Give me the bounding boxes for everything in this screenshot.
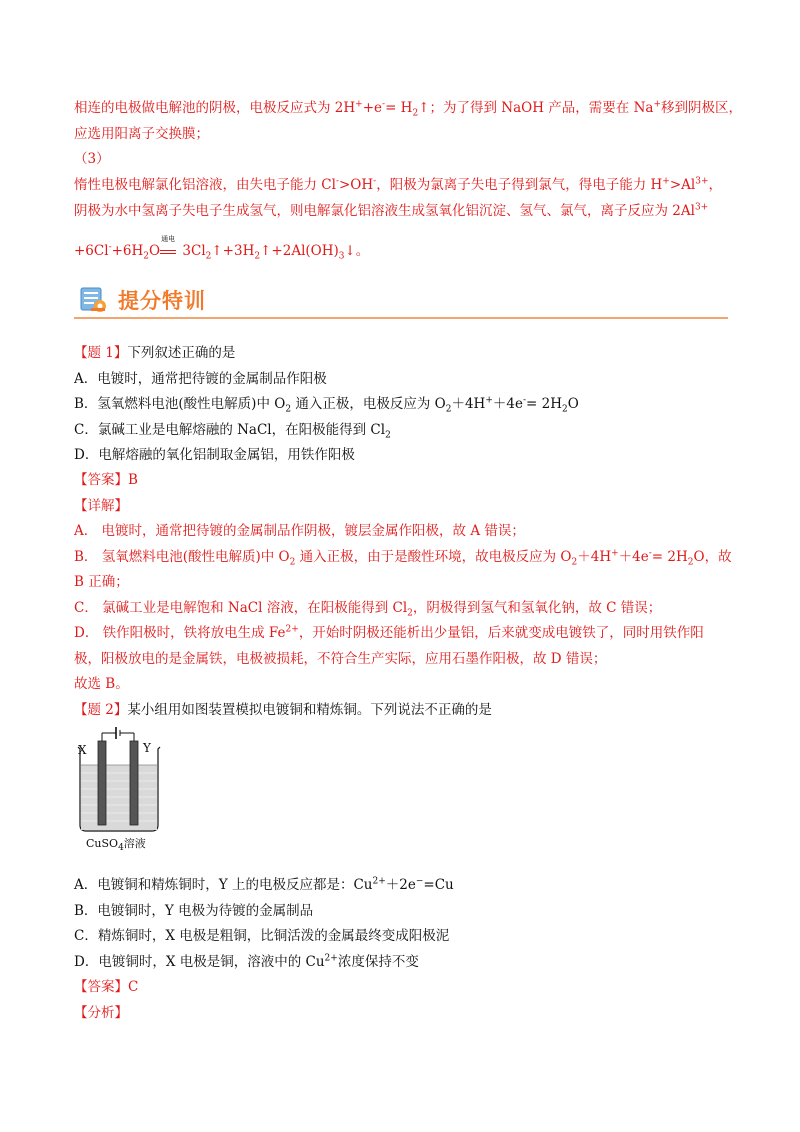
section-title: 提分特训 (118, 289, 206, 313)
electrolysis-cell-figure (74, 725, 164, 855)
q1-detail-tag: 【详解】 (74, 498, 128, 514)
q1-detail-b-cont: B 正确； (74, 574, 129, 590)
q2-option-d: D．电镀铜时，X 电极是铜，溶液中的 $Cu^{2+}$浓度保持不变 (74, 953, 419, 970)
q1-detail-d: D． 铁作阳极时，铁将放电生成 $Fe^{2+}$，开始时阴极还能析出少量铝，后来就变成电镀铁了，同时用铁作阳 (74, 624, 704, 641)
q1-detail-d-cont: 极，阳极放电的是金属铁，电极被损耗，不符合生产实际，应用石墨作阳极，故 D 错误； (74, 651, 607, 667)
top-answer-line-6: $+6Cl^-+6H_2O$ 通电 $3Cl_2↑+3H_2↑+2Al(OH)_3↓$。 (74, 235, 370, 262)
top-answer-line-3: （3） (74, 151, 110, 167)
reaction-condition: 通电 (160, 241, 178, 261)
q2-option-a: A．电镀铜和精炼铜时，Y 上的电极反应都是：$Cu^{2+}+2e^-=Cu$ (74, 876, 454, 893)
q1-option-d: D．电解熔融的氧化铝制取金属铝，用铁作阳极 (74, 447, 355, 463)
section-divider (74, 317, 728, 319)
q1-detail-b: B． 氢氧燃料电池(酸性电解质)中 $O_2$ 通入正极，由于是酸性环境，故电极反应为 $O_2+4H^++4e^-= 2H_2O$，故 (74, 548, 732, 568)
top-answer-line-5: 阴极为水中氢离子失电子生成氢气，则电解氯化铝溶液生成氢氧化铝沉淀、氢气、氯气，离子反应为 $2Al^{3+}$ (74, 202, 709, 219)
notebook-icon (78, 284, 108, 314)
q2-answer: 【答案】C (74, 979, 139, 995)
electrode-y-label: Y (143, 741, 151, 755)
q1-option-c: C．氯碱工业是电解熔融的 NaCl，在阳极能得到 $Cl_2$ (74, 422, 391, 441)
q2-option-c: C．精炼铜时，X 电极是粗铜，比铜活泼的金属最终变成阳极泥 (74, 928, 450, 944)
figure-caption: CuSO$_4$溶液 (86, 837, 146, 854)
q1-stem: 【题 1】下列叙述正确的是 (74, 345, 236, 361)
q1-detail-c: C． 氯碱工业是电解饱和 NaCl 溶液，在阳极能得到 $Cl_2$，阴极得到氢气和氢氧化钠，故 C 错误； (74, 600, 662, 619)
q2-option-b: B．电镀铜时，Y 电极为待镀的金属制品 (74, 903, 314, 919)
q2-analysis-tag: 【分析】 (74, 1005, 128, 1021)
q1-option-a: A．电镀时，通常把待镀的金属制品作阳极 (74, 371, 327, 387)
q2-stem: 【题 2】某小组用如图装置模拟电镀铜和精炼铜。下列说法不正确的是 (74, 702, 492, 718)
top-answer-line-2: 应选用阳离子交换膜； (74, 126, 209, 142)
section-header (74, 280, 728, 320)
q1-option-b: B．氢氧燃料电池(酸性电解质)中 $O_2$ 通入正极，电极反应为 $O_2+4H^++4e^-= 2H_2O$ (74, 395, 579, 415)
top-answer-line-4: 惰性电极电解氯化铝溶液，由失电子能力 Cl->OH-，阳极为氯离子失电子得到氯气，得电子能力 $H^+>Al^{3+}$， (74, 176, 722, 193)
top-answer-line-1: 相连的电极做电解池的阴极，电极反应式为 $2H^++e^-= H_2↑$；为了得到 NaOH 产品，需要在 Na+移到阴极区， (74, 99, 742, 119)
q1-conclusion: 故选 B。 (74, 676, 129, 692)
electrode-x-label: X (78, 743, 87, 757)
q1-detail-a: A． 电镀时，通常把待镀的金属制品作阴极，镀层金属作阳极，故 A 错误； (74, 523, 525, 539)
q1-answer: 【答案】B (74, 472, 138, 488)
